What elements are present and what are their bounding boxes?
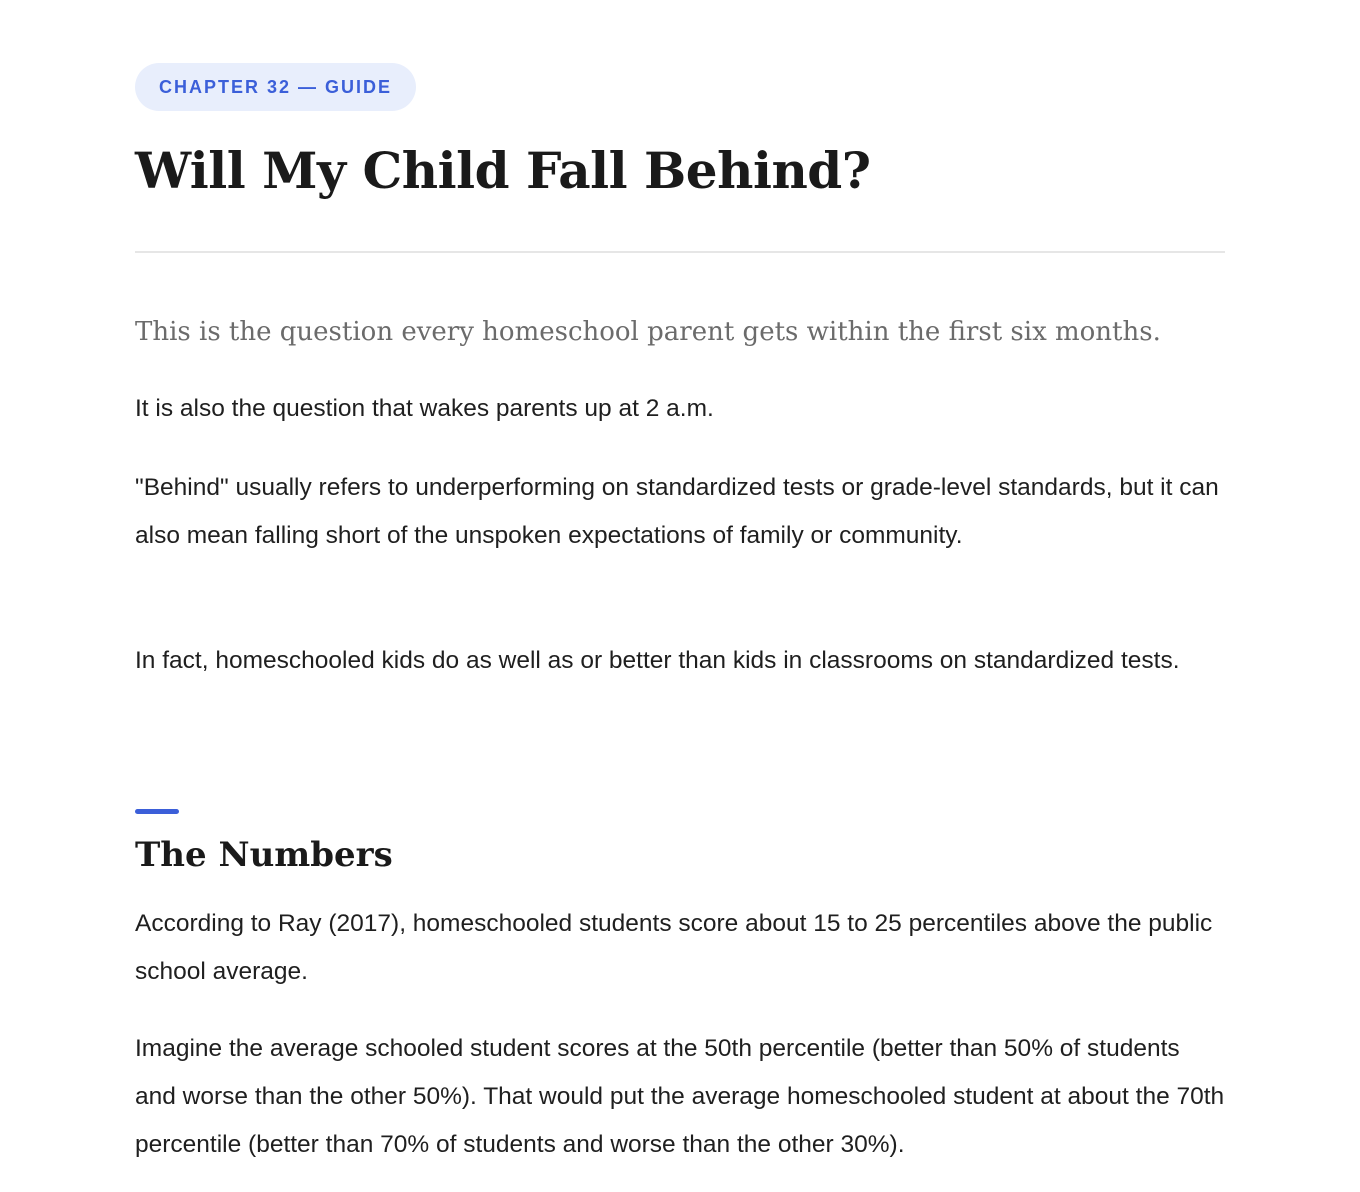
section-accent-bar: [135, 809, 179, 814]
lede-text: This is the question every homeschool parent gets within the first six months.: [135, 317, 1161, 347]
intro-paragraph: In fact, homeschooled kids do as well as or better than kids in classrooms on standardized tests.: [135, 647, 1180, 674]
title-divider: [135, 251, 1225, 253]
intro-paragraph: It is also the question that wakes parents up at 2 a.m.: [135, 395, 714, 422]
section-paragraph: According to Ray (2017), homeschooled students score about 15 to 25 percentiles above the public school average.: [135, 910, 1213, 985]
section-heading: The Numbers: [135, 835, 393, 875]
section-paragraph: Imagine the average schooled student scores at the 50th percentile (better than 50% of students and worse than the other 50%). That would put the average homeschooled student at about the 70th percentile (better than 70% of students and worse than the other 30%).: [135, 1035, 1225, 1158]
page-title: Will My Child Fall Behind?: [135, 141, 871, 200]
intro-paragraph: "Behind" usually refers to underperforming on standardized tests or grade-level standards, but it can also mean falling short of the unspoken expectations of family or community.: [135, 474, 1219, 549]
chapter-badge: CHAPTER 32 — GUIDE: [135, 63, 416, 111]
